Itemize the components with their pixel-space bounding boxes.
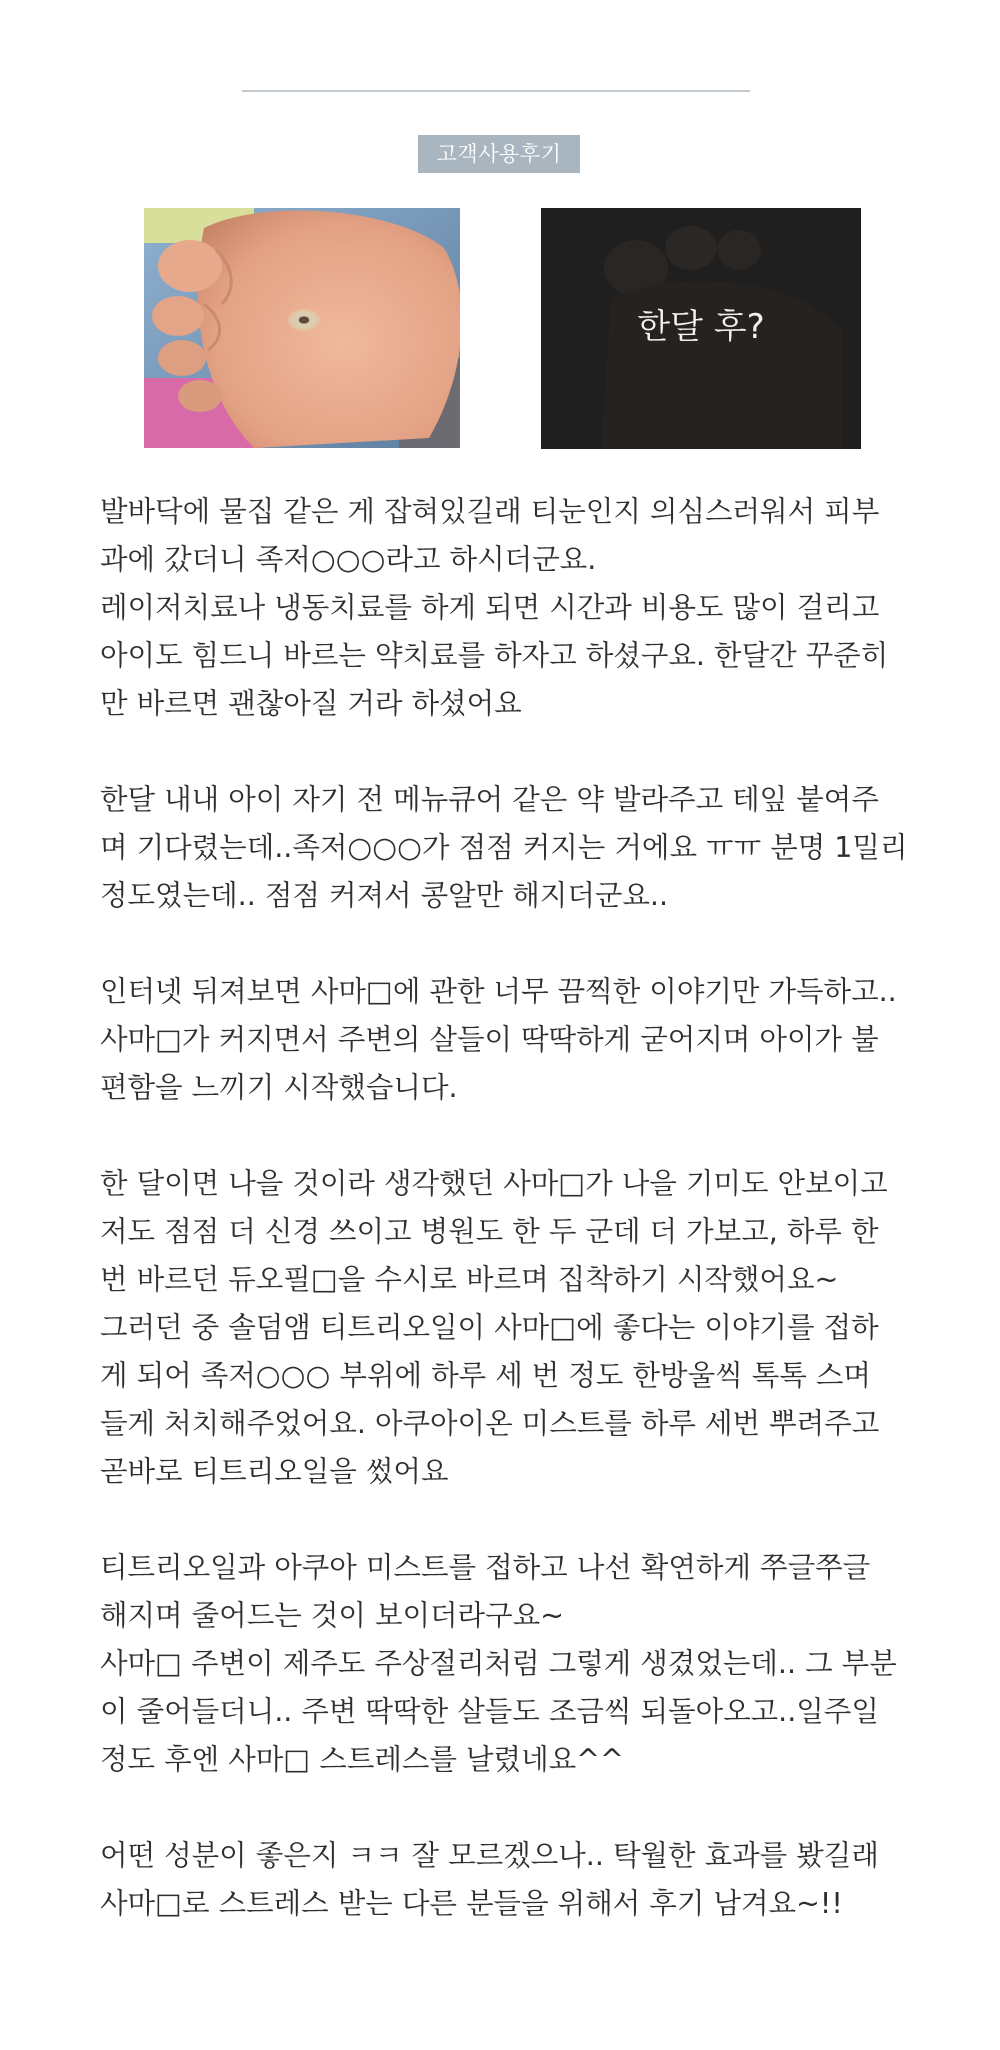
text-line: 편함을 느끼기 시작했습니다.	[100, 1071, 458, 1104]
text-line: 인터넷 뒤져보면 사마□에 관한 너무 끔찍한 이야기만 가득하고..	[100, 975, 897, 1008]
text-line: 어떤 성분이 좋은지 ㅋㅋ 잘 모르겠으나.. 탁월한 효과를 봤길래	[100, 1839, 879, 1872]
text-line: 해지며 줄어드는 것이 보이더라구요~	[100, 1599, 565, 1632]
text-line: 한달 내내 아이 자기 전 메뉴큐어 같은 약 발라주고 테잎 붙여주	[100, 783, 879, 816]
text-line: 레이저치료나 냉동치료를 하게 되면 시간과 비용도 많이 걸리고	[100, 591, 880, 624]
text-line: 티트리오일과 아쿠아 미스트를 접하고 나선 확연하게 쭈글쭈글	[100, 1551, 871, 1584]
divider-line	[242, 90, 750, 92]
text-line: 저도 점점 더 신경 쓰이고 병원도 한 두 군데 더 가보고, 하루 한	[100, 1215, 879, 1248]
text-line: 만 바르면 괜찮아질 거라 하셨어요	[100, 687, 522, 720]
after-caption: 한달 후?	[637, 307, 765, 347]
review-paragraph	[100, 1544, 930, 1784]
after-foot-photo	[541, 208, 861, 449]
text-line: 사마□가 커지면서 주변의 살들이 딱딱하게 굳어지며 아이가 불	[100, 1023, 879, 1056]
review-paragraph	[100, 1160, 930, 1496]
review-paragraph	[100, 776, 930, 920]
text-line: 사마□로 스트레스 받는 다른 분들을 위해서 후기 남겨요~!!	[100, 1887, 843, 1920]
text-line: 며 기다렸는데..족저○○○가 점점 커지는 거에요 ㅠㅠ 분명 1밀리	[100, 831, 908, 864]
review-body	[100, 488, 930, 1976]
text-line: 정도였는데.. 점점 커져서 콩알만 해지더군요..	[100, 879, 669, 912]
review-paragraph	[100, 488, 930, 728]
foot-image	[144, 208, 460, 448]
text-line: 사마□ 주변이 제주도 주상절리처럼 그렇게 생겼었는데.. 그 부분	[100, 1647, 897, 1680]
review-paragraph	[100, 1832, 930, 1928]
before-foot-photo	[144, 208, 460, 448]
text-line: 곧바로 티트리오일을 썼어요	[100, 1455, 449, 1488]
text-line: 게 되어 족저○○○ 부위에 하루 세 번 정도 한방울씩 톡톡 스며	[100, 1359, 871, 1392]
text-line: 한 달이면 나을 것이라 생각했던 사마□가 나을 기미도 안보이고	[100, 1167, 888, 1200]
text-line: 아이도 힘드니 바르는 약치료를 하자고 하셨구요. 한달간 꾸준히	[100, 639, 889, 672]
text-line: 발바닥에 물집 같은 게 잡혀있길래 티눈인지 의심스러워서 피부	[100, 495, 880, 528]
text-line: 이 줄어들더니.. 주변 딱딱한 살들도 조금씩 되돌아오고..일주일	[100, 1695, 879, 1728]
text-line: 과에 갔더니 족저○○○라고 하시더군요.	[100, 543, 597, 576]
section-badge: 고객사용후기	[418, 135, 580, 173]
text-line: 들게 처치해주었어요. 아쿠아이온 미스트를 하루 세번 뿌려주고	[100, 1407, 880, 1440]
text-line: 그러던 중 솔덤앰 티트리오일이 사마□에 좋다는 이야기를 접하	[100, 1311, 879, 1344]
review-paragraph	[100, 968, 930, 1112]
text-line: 정도 후엔 사마□ 스트레스를 날렸네요^^	[100, 1743, 624, 1776]
text-line: 번 바르던 듀오필□을 수시로 바르며 집착하기 시작했어요~	[100, 1263, 839, 1296]
